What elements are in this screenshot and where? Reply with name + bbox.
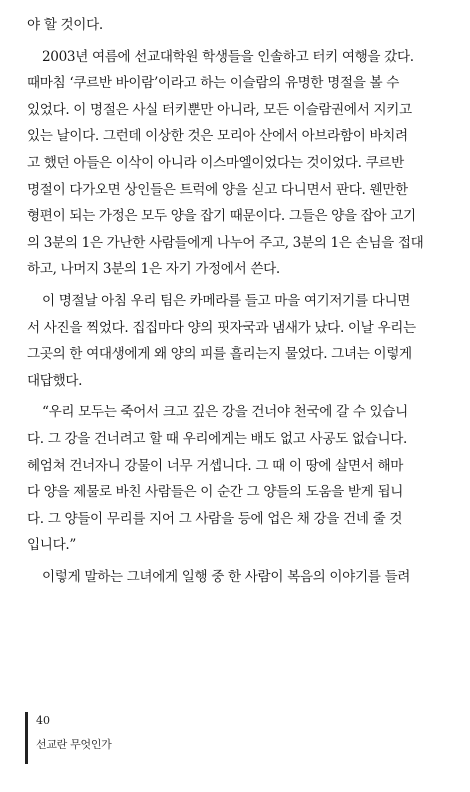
text-line: 다 양을 제물로 바친 사람들은 이 순간 그 양들의 도움을 받게 됩니 — [27, 484, 404, 501]
paragraph — [27, 288, 447, 394]
text-line: 의 3분의 1은 가난한 사람들에게 나누어 주고, 3분의 1은 손님을 접대 — [27, 234, 424, 251]
text-line: 하고, 나머지 3분의 1은 자기 가정에서 쓴다. — [27, 261, 280, 278]
paragraph — [27, 564, 447, 591]
text-line: 고 했던 아들은 이삭이 아니라 이스마엘이었다는 것이었다. 쿠르반 — [27, 154, 404, 171]
text-line: 그곳의 한 여대생에게 왜 양의 피를 흘리는지 물었다. 그녀는 이렇게 — [27, 346, 412, 363]
text-line: 있었다. 이 명절은 사실 터키뿐만 아니라, 모든 이슬람권에서 지키고 — [27, 101, 412, 118]
text-line: “우리 모두는 죽어서 크고 깊은 강을 건너야 천국에 갈 수 있습니 — [42, 404, 408, 421]
text-line: 명절이 다가오면 상인들은 트럭에 양을 싣고 다니면서 판다. 웬만한 — [27, 181, 408, 198]
paragraph — [27, 44, 447, 283]
text-line: 다. 그 강을 건너려고 할 때 우리에게는 배도 없고 사공도 없습니다. — [27, 430, 407, 447]
text-line: 때마침 ‘쿠르반 바이람’이라고 하는 이슬람의 유명한 명절을 볼 수 — [27, 75, 400, 92]
text-line: 형편이 되는 가정은 모두 양을 잡기 때문이다. 그들은 양을 잡아 고기 — [27, 208, 416, 225]
text-line: 야 할 것이다. — [27, 17, 103, 33]
text-line: 입니다.” — [27, 537, 76, 554]
text-line: 헤엄쳐 건너자니 강물이 너무 거셉니다. 그 때 이 땅에 살면서 해마 — [27, 457, 404, 474]
text-line: 2003년 여름에 선교대학원 학생들을 인솔하고 터키 여행을 갔다. — [42, 48, 414, 65]
text-line: 서 사진을 찍었다. 집집마다 양의 핏자국과 냄새가 났다. 이날 우리는 — [27, 319, 416, 336]
text-line: 이 명절날 아침 우리 팀은 카메라를 들고 마을 여기저기를 다니면 — [42, 292, 411, 309]
text-line: 이렇게 말하는 그녀에게 일행 중 한 사람이 복음의 이야기를 들려 — [42, 568, 411, 585]
text-line: 다. 그 양들이 무리를 지어 그 사람을 등에 업은 채 강을 건네 줄 것 — [27, 510, 403, 527]
body-text — [27, 12, 447, 595]
paragraph — [27, 399, 447, 559]
text-line: 있는 날이다. 그런데 이상한 것은 모리아 산에서 아브라함이 바치려 — [27, 128, 408, 145]
page-number: 40 — [36, 714, 50, 727]
text-line: 대답했다. — [27, 372, 83, 389]
paragraph — [27, 12, 447, 39]
page-footer — [25, 712, 111, 764]
running-title: 선교란 무엇인가 — [36, 738, 112, 751]
